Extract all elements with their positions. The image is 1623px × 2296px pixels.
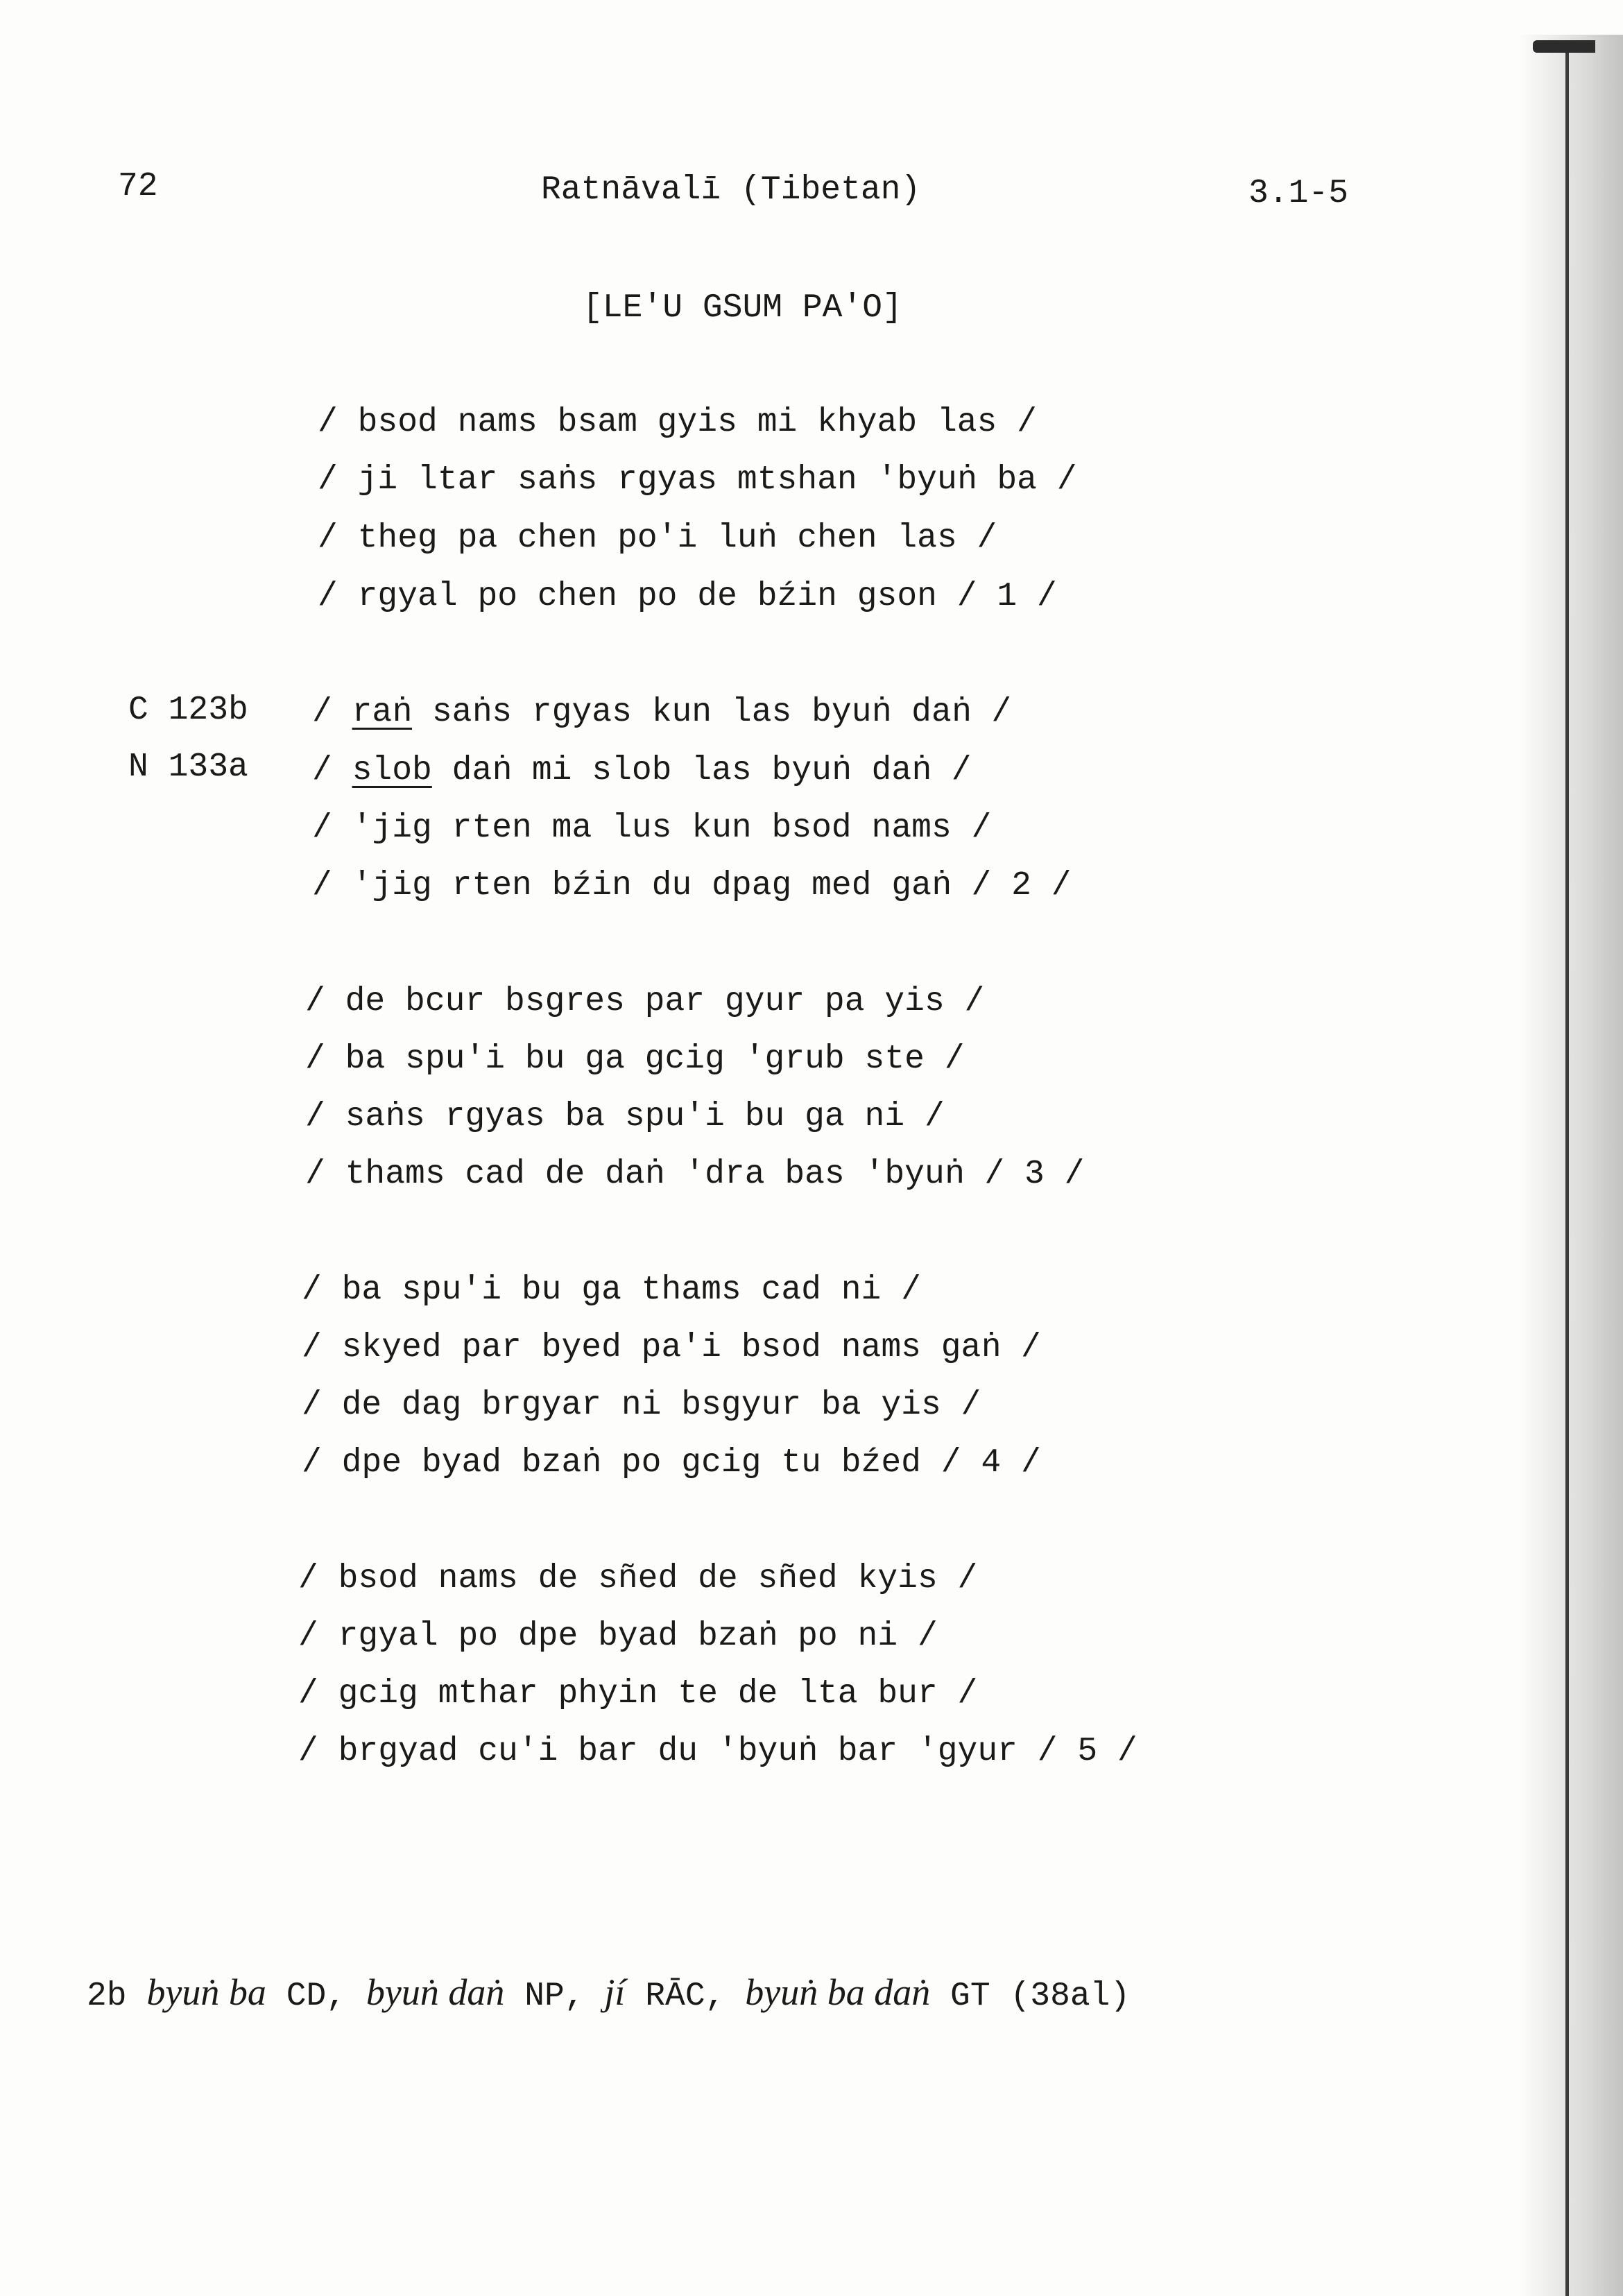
verse-line: / ba spu'i bu ga gcig 'grub ste / <box>305 1040 965 1078</box>
footnote-variant: byuṅ daṅ <box>366 1971 505 2013</box>
verse-line: / theg pa chen po'i luṅ chen las / <box>318 520 997 557</box>
verse-line: / de bcur bsgres par gyur pa yis / <box>305 983 985 1020</box>
page-number: 72 <box>118 168 158 205</box>
verse-line: / bsod nams bsam gyis mi khyab las / <box>318 404 1037 441</box>
footnote-variant: jí <box>604 1971 626 2013</box>
chapter-heading: [LE'U GSUM PA'O] <box>583 289 902 327</box>
verse-line: / skyed par byed pa'i bsod nams gaṅ / <box>302 1329 1041 1367</box>
footnote-sigla: NP, <box>504 1978 605 2015</box>
verse-line: / gcig mthar phyin te de lta bur / <box>298 1675 978 1713</box>
verse-line-with-underline <box>312 696 1011 729</box>
verse-line-with-underline <box>312 754 972 787</box>
verse-line: / rgyal po chen po de bźin gson / 1 / <box>318 578 1057 615</box>
verse-line: / rgyal po dpe byad bzaṅ po ni / <box>298 1618 938 1655</box>
verse-line: / 'jig rten bźin du dpag med gaṅ / 2 / <box>312 867 1072 905</box>
footnote <box>87 1973 1130 2013</box>
verse-line-rest: saṅs rgyas kun las byuṅ daṅ / <box>412 694 1012 731</box>
verse-line: / thams cad de daṅ 'dra bas 'byuṅ / 3 / <box>305 1156 1085 1193</box>
verse-line: / ji ltar saṅs rgyas mtshan 'byuṅ ba / <box>318 461 1077 499</box>
margin-note-n: N 133a <box>128 748 248 786</box>
footnote-sigla: RĀC, <box>625 1978 746 2015</box>
running-title: Ratnāvalī (Tibetan) <box>541 171 921 209</box>
section-reference: 3.1-5 <box>1248 175 1349 212</box>
verse-line: / de dag brgyar ni bsgyur ba yis / <box>302 1387 981 1424</box>
verse-slash: / <box>312 752 352 789</box>
margin-note-c: C 123b <box>128 692 248 729</box>
scan-edge-cap <box>1533 40 1595 53</box>
footnote-variant: byuṅ ba daṅ <box>745 1971 931 2013</box>
scan-edge-shadow <box>1519 35 1623 2296</box>
verse-line: / brgyad cu'i bar du 'byuṅ bar 'gyur / 5 / <box>298 1733 1137 1770</box>
verse-line: / ba spu'i bu ga thams cad ni / <box>302 1271 921 1309</box>
verse-line: / saṅs rgyas ba spu'i bu ga ni / <box>305 1098 945 1136</box>
verse-slash: / <box>312 694 352 731</box>
footnote-sigla: GT (38al) <box>930 1978 1131 2015</box>
scan-edge-line <box>1565 42 1569 2296</box>
verse-line-rest: daṅ mi slob las byuṅ daṅ / <box>431 752 972 789</box>
verse-line: / bsod nams de sñed de sñed kyis / <box>298 1560 978 1597</box>
underlined-word: slob <box>352 752 432 789</box>
underlined-word: raṅ <box>352 694 413 731</box>
footnote-sigla: CD, <box>266 1978 366 2015</box>
verse-line: / 'jig rten ma lus kun bsod nams / <box>312 809 992 847</box>
verse-line: / dpe byad bzaṅ po gcig tu bźed / 4 / <box>302 1444 1041 1482</box>
footnote-ref: 2b <box>87 1978 127 2015</box>
footnote-variant: byuṅ ba <box>146 1971 266 2013</box>
